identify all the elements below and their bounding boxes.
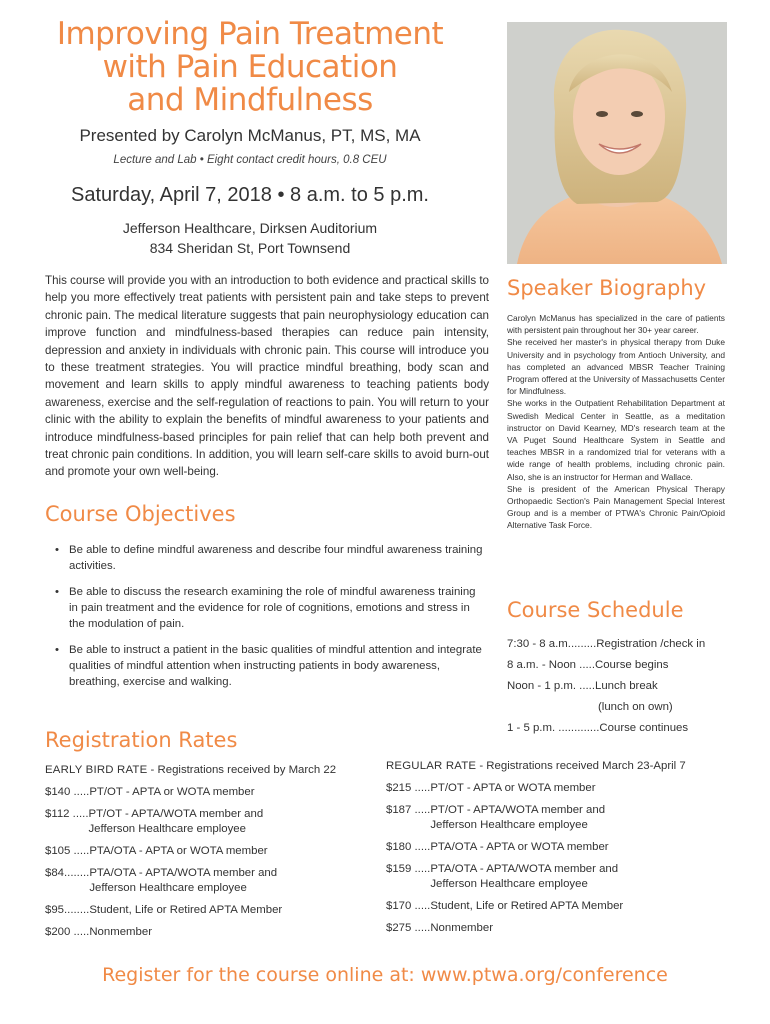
rate-description: PT/OT - APTA or WOTA member <box>89 786 255 798</box>
rate-description: PTA/OTA - APTA/WOTA member and Jefferson Healthcare employee <box>430 863 619 890</box>
title-line-2: with Pain Education <box>102 49 398 85</box>
rate-row <box>45 785 385 800</box>
schedule-activity: Lunch break <box>595 680 658 692</box>
rate-description: Nonmember <box>430 922 493 934</box>
rate-description: PTA/OTA - APTA or WOTA member <box>89 845 268 857</box>
bio-heading: Speaker Biography <box>507 276 707 300</box>
schedule-row <box>507 718 737 739</box>
schedule-row <box>507 676 737 697</box>
speaker-photo <box>507 22 727 264</box>
objective-item: • Be able to define mindful awareness and describe four mindful awareness training activities. <box>55 542 485 574</box>
rate-description: PTA/OTA - APTA/WOTA member and Jefferson Healthcare employee <box>89 867 278 894</box>
schedule-row <box>507 634 737 655</box>
rate-description: PT/OT - APTA or WOTA member <box>430 782 596 794</box>
venue-address <box>40 218 460 258</box>
bio-paragraph: She received her master's in physical therapy from Duke University and in psychology from Antioch University, and has completed an advanced MBSR Teacher Training Program offered at the University of Massachusetts Center for Mindfulness. <box>507 337 725 397</box>
schedule-time: 8 a.m. - Noon ..... <box>507 659 595 671</box>
rate-description: PTA/OTA - APTA or WOTA member <box>430 841 609 853</box>
rate-price: $180 ..... <box>386 841 431 853</box>
bio-paragraph: She is president of the American Physical Therapy Orthopaedic Section's Pain Management Special Interest Group and is a member of PTWA's Chronic Pain/Opioid Alternative Task Force. <box>507 483 725 531</box>
course-description: This course will provide you with an introduction to both evidence and practical skills to help you more effectively treat patients with persistent pain and take steps to prevent chronic pain. The medical literature suggests that pain neurophysiology education can improve function and mindfulness-based therapies can reduce pain intensity, depression and anxiety in individuals with chronic pain. This course will introduce you to these treatment strategies. You will practice mindful breathing, body scan and movement and learn skills to apply mindful awareness to teaching patients body awareness, exercise and the self-regulation of reactions to pain. You will return to your clinic with the ability to explain the benefits of mindful awareness to your patients and introduce mindfulness-based principles for pain relief that can help both prevent and treat chronic pain conditions. In addition, you will learn self-care skills to avoid burn-out and promote your own well-being. <box>45 274 490 479</box>
course-schedule <box>507 634 737 739</box>
rate-price: $159 ..... <box>386 863 431 875</box>
objective-item: • Be able to instruct a patient in the basic qualities of mindful attention and integrate qualities of mindful attention when instructing patients in body awareness, breathing, exercise and walking. <box>55 642 485 690</box>
presenter-line: Presented by Carolyn McManus, PT, MS, MA <box>79 126 421 145</box>
rate-row <box>45 925 385 940</box>
rates-heading: Registration Rates <box>45 728 238 752</box>
rate-row <box>386 781 726 796</box>
schedule-time: Noon - 1 p.m. ..... <box>507 680 595 692</box>
page-title <box>40 18 460 117</box>
register-online-line: Register for the course online at: www.ptwa.org/conference <box>102 964 668 986</box>
schedule-activity: (lunch on own) <box>598 701 673 713</box>
rate-row <box>386 921 726 936</box>
objectives-list <box>55 542 485 700</box>
early-bird-header <box>45 764 385 776</box>
venue-street: 834 Sheridan St, Port Townsend <box>149 240 351 256</box>
rate-description: PT/OT - APTA/WOTA member and Jefferson Healthcare employee <box>430 804 606 831</box>
schedule-time: 1 - 5 p.m. ............. <box>507 722 600 734</box>
rate-price: $187 ..... <box>386 804 431 816</box>
schedule-activity: Course begins <box>595 659 669 671</box>
rate-price: $95........ <box>45 904 90 916</box>
regular-rates <box>386 760 726 943</box>
rate-row <box>45 866 385 896</box>
rate-price: $200 ..... <box>45 926 90 938</box>
speaker-biography <box>507 312 725 532</box>
schedule-heading: Course Schedule <box>507 598 684 622</box>
rate-row <box>45 844 385 859</box>
rate-row <box>386 899 726 914</box>
schedule-time: 7:30 - 8 a.m......... <box>507 638 597 650</box>
rate-price: $275 ..... <box>386 922 431 934</box>
bio-paragraph: Carolyn McManus has specialized in the care of patients with persistent pain throughout her 30+ year career. <box>507 313 725 336</box>
regular-rate-header <box>386 760 726 772</box>
course-credit-info: Lecture and Lab • Eight contact credit hours, 0.8 CEU <box>113 154 387 166</box>
rate-row <box>386 803 726 833</box>
rate-price: $170 ..... <box>386 900 431 912</box>
title-line-1: Improving Pain Treatment <box>56 16 444 52</box>
rate-row <box>386 862 726 892</box>
regular-rate-note: - Registrations received March 23-April 7 <box>476 760 686 772</box>
regular-rate-label: REGULAR RATE <box>386 760 477 772</box>
rate-row <box>45 807 385 837</box>
schedule-activity: Registration /check in <box>596 638 706 650</box>
rate-description: Nonmember <box>89 926 152 938</box>
rate-row <box>45 903 385 918</box>
early-bird-rates <box>45 764 385 947</box>
rate-price: $215 ..... <box>386 782 431 794</box>
objectives-heading: Course Objectives <box>45 502 236 526</box>
speaker-portrait-image <box>507 22 727 264</box>
schedule-row <box>507 655 737 676</box>
venue-name: Jefferson Healthcare, Dirksen Auditorium <box>122 220 378 236</box>
objective-item: • Be able to discuss the research examining the role of mindful awareness training in pain treatment and the evidence for role of cognitions, emotions and stress in the modulation of pain. <box>55 584 485 632</box>
rate-price: $140 ..... <box>45 786 90 798</box>
early-bird-note: - Registrations received by March 22 <box>147 764 337 776</box>
early-bird-label: EARLY BIRD RATE <box>45 764 148 776</box>
rate-price: $112 ..... <box>45 808 89 820</box>
rate-price: $84........ <box>45 867 90 879</box>
rate-price: $105 ..... <box>45 845 90 857</box>
rate-description: Student, Life or Retired APTA Member <box>89 904 283 916</box>
schedule-row <box>507 697 737 718</box>
bio-paragraph: She works in the Outpatient Rehabilitation Department at Swedish Medical Center in Seattle, as a meditation instructor on David Kearney, MD's research team at the VA Puget Sound Healthcare System in Seattle and teaches MBSR in a randomized trial for veterans with a wide range of health problems, including chronic pain. Also, she is an instructor for Herman and Wallace. <box>507 398 725 482</box>
title-line-3: and Mindfulness <box>127 82 373 118</box>
event-date-time: Saturday, April 7, 2018 • 8 a.m. to 5 p.m. <box>71 184 429 206</box>
schedule-activity: Course continues <box>599 722 689 734</box>
rate-description: PT/OT - APTA/WOTA member and Jefferson Healthcare employee <box>88 808 264 835</box>
rate-row <box>386 840 726 855</box>
rate-description: Student, Life or Retired APTA Member <box>430 900 624 912</box>
